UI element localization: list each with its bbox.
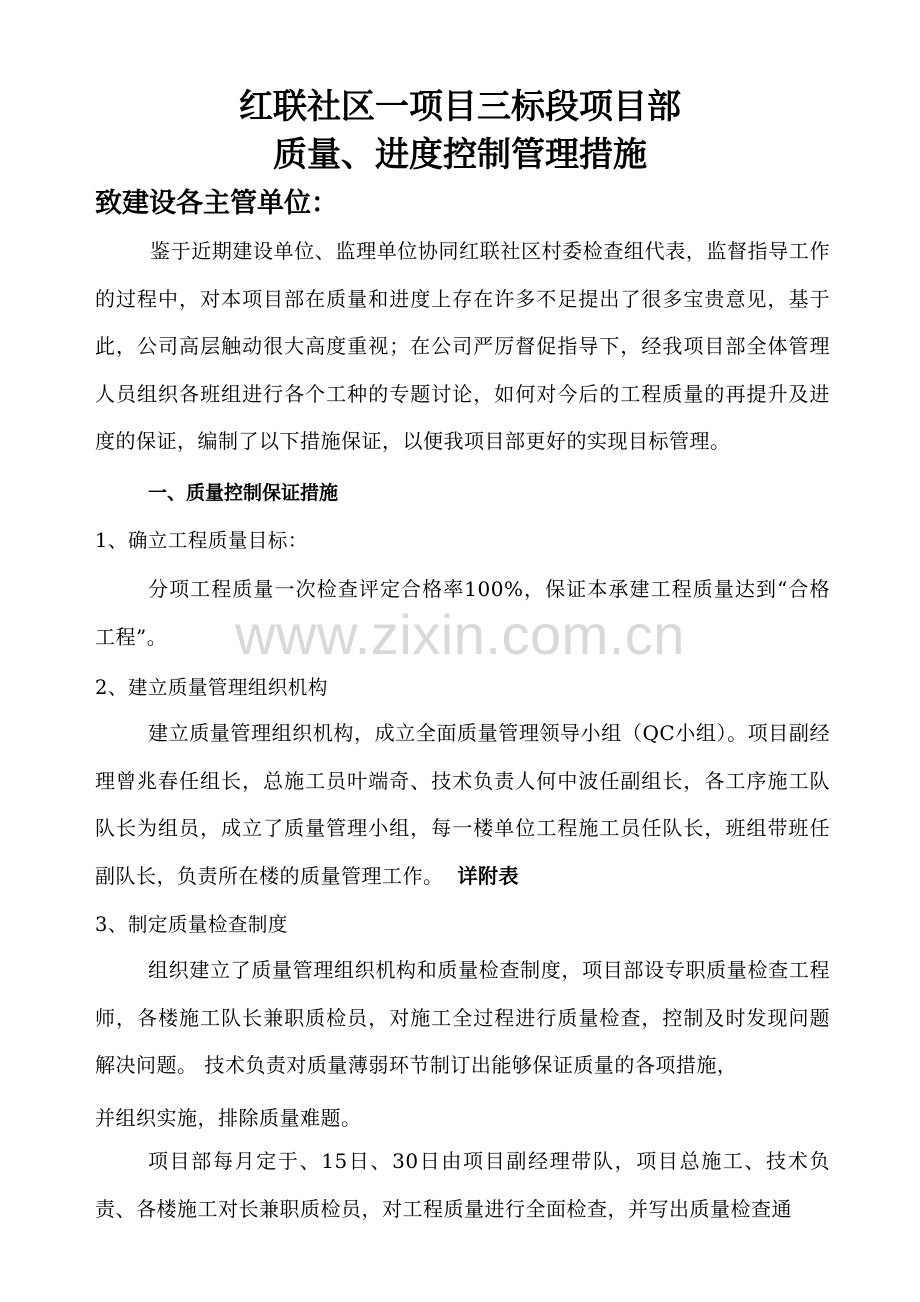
item-heading-quality-target: 1、确立工程质量目标： bbox=[95, 529, 308, 552]
item-heading-inspection-system: 3、制定质量检查制度 bbox=[95, 913, 288, 936]
paragraph-inspection-system-tail: 并组织实施，排除质量难题。 bbox=[95, 1106, 362, 1130]
item-heading-quality-organization: 2、建立质量管理组织机构 bbox=[95, 676, 328, 699]
paragraph-inspection-system: 组织建立了质量管理组织机构和质量检查制度，项目部设专职质量检查工程师，各楼施工队长兼职质检员，对施工全过程进行质量检查，控制及时发现问题解决问题。 技术负责对质量薄弱环节制订出能够保证质量的各项措施， bbox=[95, 958, 830, 1078]
paragraph-quality-organization bbox=[95, 710, 830, 900]
intro-paragraph: 鉴于近期建设单位、监理单位协同红联社区村委检查组代表，监督指导工作的过程中，对本项目部在质量和进度上存在许多不足提出了很多宝贵意见，基于此，公司高层触动很大高度重视；在公司严厉督促指导下，经我项目部全体管理人员组织各班组进行各个工种的专题讨论，如何对今后的工程质量的再提升及进度的保证，编制了以下措施保证，以便我项目部更好的实现目标管理。 bbox=[95, 239, 830, 454]
document-title-line-1: 红联社区一项目三标段项目部 bbox=[239, 87, 681, 127]
watermark: www.zixin.com.cn bbox=[235, 603, 685, 666]
section-heading-quality-control: 一、质量控制保证措施 bbox=[148, 482, 339, 504]
paragraph-quality-target: 分项工程质量一次检查评定合格率100%，保证本承建工程质量达到“合格工程”。 bbox=[95, 577, 830, 649]
salutation: 致建设各主管单位： bbox=[95, 188, 338, 219]
document-title-line-2: 质量、进度控制管理措施 bbox=[273, 135, 647, 175]
paragraph-monthly-inspection: 项目部每月定于、15日、30日由项目副经理带队，项目总施工、技术负责、各楼施工对长兼职质检员，对工程质量进行全面检查，并写出质量检查通 bbox=[95, 1149, 830, 1221]
paragraph-quality-organization-text: 建立质量管理组织机构，成立全面质量管理领导小组（QC小组）。项目副经理曾兆春任组长，总施工员叶端奇、技术负责人何中波任副组长，各工序施工队队长为组员，成立了质量管理小组，每一楼单位工程施工员任队长，班组带班任副队长，负责所在楼的质量管理工作。 bbox=[95, 721, 830, 888]
attachment-note: 详附表 bbox=[457, 863, 519, 888]
